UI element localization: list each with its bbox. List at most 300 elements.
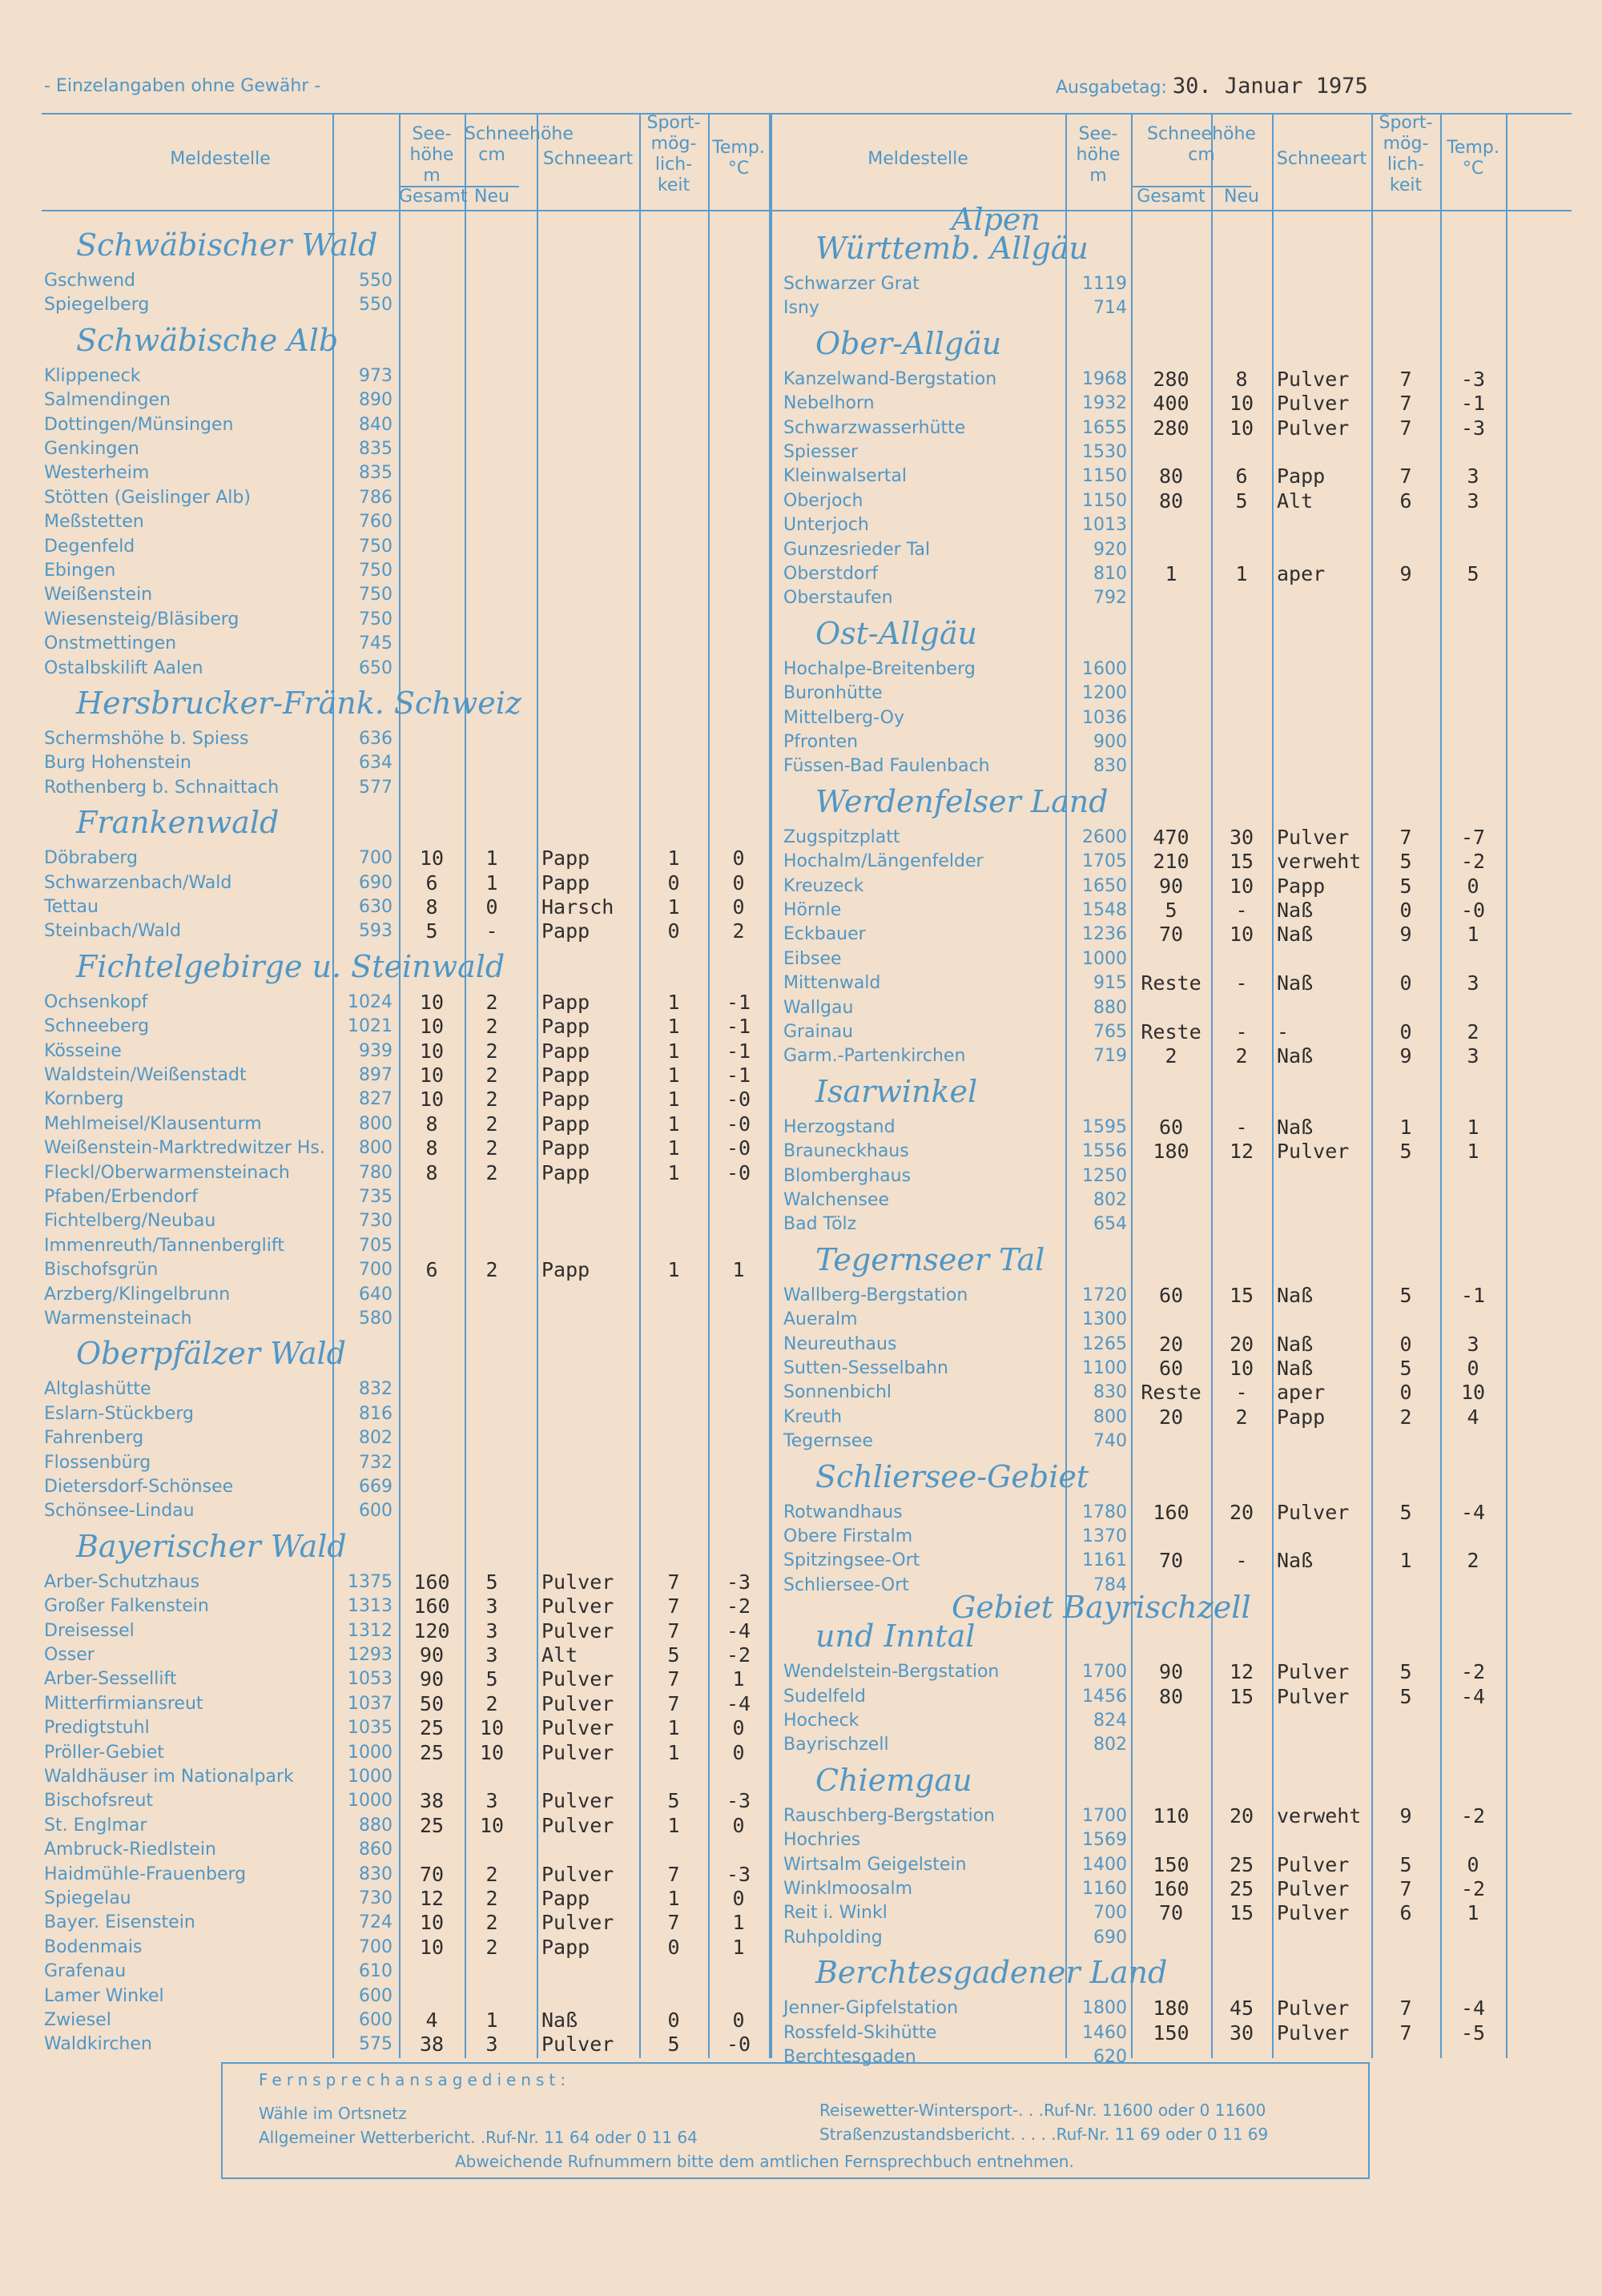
snow-new: - xyxy=(1235,1020,1248,1043)
station-name: Spiegelau xyxy=(44,1888,131,1908)
station-altitude: 973 xyxy=(359,365,392,386)
station-name: Blomberghaus xyxy=(783,1165,912,1186)
table-row xyxy=(42,1570,769,1594)
station-altitude: 784 xyxy=(1093,1574,1127,1595)
table-row xyxy=(771,1381,1506,1405)
snow-type: Naß xyxy=(1277,1549,1314,1573)
snow-type: Papp xyxy=(541,990,590,1014)
station-altitude: 1236 xyxy=(1082,924,1127,945)
station-name: Reit i. Winkl xyxy=(783,1903,888,1924)
snow-total: 25 xyxy=(419,1740,445,1764)
snow-total: 70 xyxy=(419,1862,445,1886)
sport-rating: 0 xyxy=(667,2008,680,2032)
date-label: Ausgabetag: xyxy=(1056,78,1167,98)
table-row xyxy=(42,1088,769,1112)
sport-rating: 5 xyxy=(1399,874,1412,898)
snow-type: verweht xyxy=(1277,850,1362,874)
table-row xyxy=(771,657,1506,682)
snow-new: 15 xyxy=(1229,1901,1254,1925)
station-altitude: 1780 xyxy=(1082,1502,1127,1522)
station-name: Westerheim xyxy=(44,463,150,484)
table-row xyxy=(42,1307,769,1331)
sport-rating: 6 xyxy=(1399,489,1412,513)
table-row xyxy=(771,489,1506,513)
snow-type: Pulver xyxy=(1277,1877,1350,1900)
station-altitude: 816 xyxy=(359,1403,392,1424)
table-row xyxy=(42,751,769,775)
station-name: Winklmoosalm xyxy=(783,1879,913,1899)
snow-total: 160 xyxy=(413,1594,450,1618)
snow-total: 10 xyxy=(419,1911,445,1935)
station-altitude: 700 xyxy=(1093,1903,1127,1924)
snow-total: 70 xyxy=(1158,1549,1184,1573)
temperature: -0 xyxy=(726,2033,751,2057)
sport-rating: 7 xyxy=(1399,367,1412,391)
station-name: Kreuzeck xyxy=(783,875,864,896)
sport-rating: 1 xyxy=(667,1136,680,1160)
snow-new: 1 xyxy=(485,2008,498,2032)
station-name: Meßstetten xyxy=(44,512,144,533)
sport-rating: 9 xyxy=(1399,923,1412,947)
phone-line-roads: Straßenzustandsbericht. . . . .Ruf-Nr. 11 69 oder 0 11 69 xyxy=(819,2125,1269,2144)
station-name: Mittenwald xyxy=(783,973,881,994)
station-name: Rothenberg b. Schnaittach xyxy=(44,777,280,798)
snow-total: 6 xyxy=(425,871,438,895)
table-row xyxy=(42,269,769,293)
station-altitude: 1556 xyxy=(1082,1141,1127,1162)
table-row xyxy=(42,1863,769,1887)
station-name: Bischofsgrün xyxy=(44,1260,159,1281)
station-altitude: 1150 xyxy=(1082,466,1127,487)
sport-rating: 7 xyxy=(1399,464,1412,489)
sport-rating: 7 xyxy=(1399,416,1412,440)
table-row xyxy=(42,293,769,317)
snow-type: Papp xyxy=(541,1935,590,1959)
station-altitude: 835 xyxy=(359,439,392,459)
temperature: 1 xyxy=(1467,1140,1479,1164)
snow-new: 10 xyxy=(1229,392,1254,416)
table-row xyxy=(771,1020,1506,1044)
station-name: Grainau xyxy=(783,1022,854,1042)
snow-new: - xyxy=(485,919,498,943)
station-altitude: 730 xyxy=(359,1888,392,1908)
station-name: Onstmettingen xyxy=(44,633,177,654)
table-row xyxy=(42,1789,769,1813)
temperature: -0 xyxy=(726,1136,751,1160)
issue-date xyxy=(1056,74,1368,99)
snow-total: 160 xyxy=(413,1570,450,1594)
snow-new: 10 xyxy=(1229,1357,1254,1380)
snow-total: 10 xyxy=(419,1088,445,1112)
table-row xyxy=(42,1716,769,1740)
sport-rating: 7 xyxy=(667,1570,680,1594)
temperature: -1 xyxy=(1460,392,1486,416)
section-title-hersbrucker-frank-schweiz: Hersbrucker-Fränk. Schweiz xyxy=(76,686,521,721)
station-altitude: 1250 xyxy=(1082,1165,1127,1186)
sport-rating: 1 xyxy=(1399,1115,1412,1139)
station-name: Arzberg/Klingelbrunn xyxy=(44,1284,231,1305)
station-name: Lamer Winkel xyxy=(44,1985,164,2006)
snow-total: 8 xyxy=(425,895,438,919)
station-altitude: 2600 xyxy=(1082,826,1127,847)
snow-new: 2 xyxy=(485,1691,498,1715)
snow-type: Pulver xyxy=(541,1716,614,1740)
snow-type: Papp xyxy=(541,871,590,895)
snow-total: 20 xyxy=(1158,1332,1184,1356)
station-altitude: 620 xyxy=(1093,2047,1127,2067)
temperature: 3 xyxy=(1467,1332,1479,1356)
station-altitude: 800 xyxy=(1093,1406,1127,1427)
station-altitude: 700 xyxy=(359,1260,392,1281)
snow-new: - xyxy=(1235,899,1248,922)
snow-new: 25 xyxy=(1229,1852,1254,1876)
snow-type: Papp xyxy=(541,1039,590,1063)
temperature: 0 xyxy=(732,2008,745,2032)
station-altitude: 880 xyxy=(359,1815,392,1836)
table-row xyxy=(42,1064,769,1088)
table-top-rule xyxy=(42,113,1572,115)
station-name: Flossenbürg xyxy=(44,1452,151,1473)
station-altitude: 1650 xyxy=(1082,875,1127,896)
station-altitude: 700 xyxy=(359,1936,392,1957)
station-altitude: 1300 xyxy=(1082,1309,1127,1330)
station-name: Bayer. Eisenstein xyxy=(44,1912,195,1933)
sport-rating: 7 xyxy=(667,1691,680,1715)
left-sport-header: Sport- mög- lich- keit xyxy=(646,113,701,195)
table-row xyxy=(771,272,1506,296)
station-altitude: 800 xyxy=(359,1113,392,1134)
table-row xyxy=(771,1877,1506,1901)
section-subtitle-und-inntal: und Inntal xyxy=(815,1618,976,1655)
snow-new: 2 xyxy=(485,1160,498,1184)
station-name: Dreisessel xyxy=(44,1620,135,1641)
station-altitude: 1705 xyxy=(1082,851,1127,872)
temperature: -3 xyxy=(726,1570,751,1594)
snow-new: - xyxy=(1235,1115,1248,1139)
station-name: Degenfeld xyxy=(44,536,135,557)
sport-rating: 5 xyxy=(667,1789,680,1813)
station-name: Neureuthaus xyxy=(783,1333,897,1354)
table-row xyxy=(42,583,769,607)
snow-new: 2 xyxy=(1235,1044,1248,1068)
snow-type: Papp xyxy=(541,1136,590,1160)
station-altitude: 1456 xyxy=(1082,1686,1127,1707)
station-name: Pfronten xyxy=(783,732,859,752)
snow-new: 2 xyxy=(485,1935,498,1959)
station-altitude: 1313 xyxy=(348,1596,392,1617)
temperature: 3 xyxy=(1467,971,1479,995)
station-name: Predigtstuhl xyxy=(44,1718,150,1739)
station-altitude: 580 xyxy=(359,1309,392,1329)
snow-total: 10 xyxy=(419,1935,445,1959)
snow-total: 400 xyxy=(1153,392,1189,416)
snow-total: 10 xyxy=(419,1015,445,1039)
table-row xyxy=(42,461,769,485)
left-temp-header: Temp. °C xyxy=(712,138,765,179)
station-name: St. Englmar xyxy=(44,1815,147,1836)
snow-new: 2 xyxy=(485,1136,498,1160)
section-subtitle-wurttemb-allgau: Württemb. Allgäu xyxy=(815,231,1089,266)
snow-new: 45 xyxy=(1229,1996,1254,2021)
station-name: Sutten-Sesselbahn xyxy=(783,1358,948,1378)
station-altitude: 827 xyxy=(359,1089,392,1110)
snow-new: 12 xyxy=(1229,1140,1254,1164)
station-altitude: 600 xyxy=(359,2010,392,2030)
snow-total: 50 xyxy=(419,1691,445,1715)
section-title-werdenfelser-land: Werdenfelser Land xyxy=(815,783,1109,819)
snow-new: 2 xyxy=(485,1112,498,1136)
station-altitude: 1293 xyxy=(348,1645,392,1665)
snow-new: 10 xyxy=(1229,923,1254,947)
table-row xyxy=(42,559,769,583)
station-altitude: 724 xyxy=(359,1912,392,1933)
snow-total: 6 xyxy=(425,1258,438,1282)
phone-line-weather: Allgemeiner Wetterbericht. .Ruf-Nr. 11 64 oder 0 11 64 xyxy=(259,2128,698,2147)
station-name: Rossfeld-Skihütte xyxy=(783,2022,937,2043)
station-altitude: 897 xyxy=(359,1065,392,1085)
station-altitude: 1161 xyxy=(1082,1550,1127,1571)
station-altitude: 890 xyxy=(359,390,392,411)
temperature: -4 xyxy=(1460,1684,1486,1708)
station-altitude: 593 xyxy=(359,921,392,942)
station-altitude: 915 xyxy=(1093,973,1127,994)
station-altitude: 1548 xyxy=(1082,900,1127,920)
section-title-fichtelgebirge-u-steinwald: Fichtelgebirge u. Steinwald xyxy=(76,948,505,984)
station-name: Bad Tölz xyxy=(783,1214,857,1235)
table-row xyxy=(42,1283,769,1307)
station-name: Sudelfeld xyxy=(783,1686,866,1707)
table-row xyxy=(771,1044,1506,1068)
station-altitude: 750 xyxy=(359,609,392,629)
station-name: Rauschberg-Bergstation xyxy=(783,1805,995,1826)
snow-type: Pulver xyxy=(541,1594,614,1618)
temperature: 0 xyxy=(732,895,745,919)
snow-total: 90 xyxy=(1158,874,1184,898)
sport-rating: 5 xyxy=(667,2033,680,2057)
right-snow-new-header: Neu xyxy=(1224,187,1259,207)
station-name: Fichtelberg/Neubau xyxy=(44,1211,216,1232)
snow-new: 2 xyxy=(485,1064,498,1087)
section-title-ober-allgau: Ober-Allgäu xyxy=(815,325,1002,361)
station-altitude: 1569 xyxy=(1082,1830,1127,1851)
station-name: Warmensteinach xyxy=(44,1309,192,1329)
snow-type: Papp xyxy=(1277,1405,1326,1429)
snow-new: 2 xyxy=(485,1039,498,1063)
table-row xyxy=(42,1765,769,1789)
snow-type: Papp xyxy=(541,846,590,871)
snow-type: Pulver xyxy=(1277,1996,1350,2021)
station-name: Ruhpolding xyxy=(783,1927,883,1948)
table-row xyxy=(42,1185,769,1209)
table-row xyxy=(771,1308,1506,1332)
snow-type: - xyxy=(1277,1020,1290,1043)
temperature: 10 xyxy=(1460,1381,1486,1405)
snow-new: 20 xyxy=(1229,1803,1254,1828)
sport-rating: 5 xyxy=(1399,1852,1412,1876)
station-altitude: 786 xyxy=(359,487,392,508)
snow-new: 30 xyxy=(1229,825,1254,849)
station-altitude: 1035 xyxy=(348,1718,392,1739)
table-row xyxy=(771,440,1506,464)
table-row xyxy=(42,871,769,895)
station-altitude: 1968 xyxy=(1082,368,1127,389)
table-row xyxy=(771,1828,1506,1852)
station-name: Schermshöhe b. Spiess xyxy=(44,729,249,749)
station-altitude: 835 xyxy=(359,463,392,484)
snow-total: 80 xyxy=(1158,464,1184,489)
station-altitude: 1400 xyxy=(1082,1854,1127,1875)
temperature: 0 xyxy=(732,1887,745,1910)
snow-new: 25 xyxy=(1229,1877,1254,1900)
table-row xyxy=(771,1333,1506,1357)
station-altitude: 1150 xyxy=(1082,490,1127,511)
temperature: -4 xyxy=(726,1618,751,1643)
snow-total: 90 xyxy=(419,1643,445,1667)
right-station-header: Meldestelle xyxy=(867,149,968,169)
station-altitude: 1119 xyxy=(1082,274,1127,294)
temperature: 0 xyxy=(732,1813,745,1837)
snow-total: 8 xyxy=(425,1160,438,1184)
table-row xyxy=(42,632,769,656)
snow-type: Papp xyxy=(541,1887,590,1910)
snow-type: Naß xyxy=(1277,1283,1314,1307)
table-row xyxy=(42,1039,769,1064)
station-name: Eslarn-Stückberg xyxy=(44,1403,194,1424)
sport-rating: 0 xyxy=(1399,899,1412,922)
table-row xyxy=(771,730,1506,754)
snow-new: - xyxy=(1235,971,1248,995)
snow-new: 10 xyxy=(1229,416,1254,440)
station-name: Bayrischzell xyxy=(783,1735,889,1755)
station-altitude: 802 xyxy=(359,1428,392,1449)
snow-type: Pulver xyxy=(1277,1684,1350,1708)
snow-type: Naß xyxy=(1277,1044,1314,1068)
temperature: 2 xyxy=(732,919,745,943)
station-name: Buronhütte xyxy=(783,683,883,704)
table-row xyxy=(771,1804,1506,1828)
sport-rating: 9 xyxy=(1399,1044,1412,1068)
temperature: -2 xyxy=(726,1594,751,1618)
snow-total: 150 xyxy=(1153,2021,1189,2045)
station-name: Hocheck xyxy=(783,1711,859,1731)
sport-rating: 1 xyxy=(667,1160,680,1184)
snow-new: 2 xyxy=(485,990,498,1014)
station-name: Zugspitzplatt xyxy=(783,826,900,847)
station-name: Isny xyxy=(783,298,819,319)
table-row xyxy=(771,1525,1506,1549)
station-name: Osser xyxy=(44,1645,95,1665)
sport-rating: 2 xyxy=(1399,1405,1412,1429)
table-row xyxy=(42,1594,769,1618)
station-altitude: 650 xyxy=(359,657,392,678)
snow-total: 280 xyxy=(1153,416,1189,440)
snow-total: 1 xyxy=(1165,562,1177,585)
table-row xyxy=(771,1685,1506,1709)
station-name: Großer Falkenstein xyxy=(44,1596,209,1617)
station-altitude: 705 xyxy=(359,1235,392,1256)
temperature: 3 xyxy=(1467,1044,1479,1068)
station-altitude: 1932 xyxy=(1082,393,1127,414)
table-row xyxy=(771,392,1506,416)
snow-new: 6 xyxy=(1235,464,1248,489)
station-name: Waldstein/Weißenstadt xyxy=(44,1065,247,1085)
temperature: 0 xyxy=(732,846,745,871)
disclaimer: - Einzelangaben ohne Gewähr - xyxy=(44,76,321,96)
station-altitude: 1265 xyxy=(1082,1333,1127,1354)
table-row xyxy=(771,586,1506,610)
station-altitude: 792 xyxy=(1093,588,1127,609)
table-row xyxy=(771,1501,1506,1525)
temperature: -4 xyxy=(1460,1996,1486,2021)
snow-type: Naß xyxy=(1277,1115,1314,1139)
station-altitude: 830 xyxy=(1093,1382,1127,1403)
station-altitude: 802 xyxy=(1093,1735,1127,1755)
table-header-rule xyxy=(42,210,1572,211)
temperature: 1 xyxy=(732,1667,745,1691)
table-row xyxy=(42,1451,769,1475)
temperature: 1 xyxy=(732,1258,745,1282)
table-row xyxy=(771,513,1506,537)
table-row xyxy=(42,657,769,681)
table-row xyxy=(771,464,1506,489)
table-row xyxy=(42,1234,769,1258)
snow-new: 10 xyxy=(479,1740,505,1764)
station-altitude: 714 xyxy=(1093,298,1127,319)
station-name: Berchtesgaden xyxy=(783,2047,916,2067)
section-title-schwabische-alb: Schwäbische Alb xyxy=(76,322,339,358)
station-name: Sonnenbichl xyxy=(783,1382,892,1403)
snow-type: Alt xyxy=(1277,489,1314,513)
table-row xyxy=(771,1733,1506,1757)
station-name: Pröller-Gebiet xyxy=(44,1742,164,1763)
station-name: Hochalpe-Breitenberg xyxy=(783,658,976,679)
station-altitude: 1700 xyxy=(1082,1662,1127,1683)
station-altitude: 1000 xyxy=(348,1791,392,1811)
table-row xyxy=(771,1405,1506,1429)
temperature: -1 xyxy=(726,1015,751,1039)
snow-total: 80 xyxy=(1158,1684,1184,1708)
station-name: Kreuth xyxy=(783,1406,843,1427)
snow-new: 1 xyxy=(485,846,498,871)
table-row xyxy=(771,996,1506,1020)
table-row xyxy=(771,416,1506,440)
station-name: Zwiesel xyxy=(44,2010,111,2030)
station-name: Klippeneck xyxy=(44,365,141,386)
temperature: -2 xyxy=(1460,1660,1486,1684)
station-name: Bischofsreut xyxy=(44,1791,154,1811)
sport-rating: 7 xyxy=(1399,2021,1412,2045)
snow-type: Pulver xyxy=(1277,392,1350,416)
table-row xyxy=(771,1357,1506,1381)
snow-type: Pulver xyxy=(541,1618,614,1643)
snow-total: 38 xyxy=(419,1789,445,1813)
temperature: -7 xyxy=(1460,825,1486,849)
table-row xyxy=(42,388,769,412)
station-name: Garm.-Partenkirchen xyxy=(783,1046,966,1067)
snow-total: 25 xyxy=(419,1813,445,1837)
snow-total: 180 xyxy=(1153,1996,1189,2021)
snow-new: 1 xyxy=(485,871,498,895)
sport-rating: 5 xyxy=(1399,1283,1412,1307)
table-row xyxy=(771,1212,1506,1236)
table-row xyxy=(42,1402,769,1426)
station-altitude: 690 xyxy=(1093,1927,1127,1948)
snow-type: aper xyxy=(1277,1381,1326,1405)
station-altitude: 1312 xyxy=(348,1620,392,1641)
station-name: Walchensee xyxy=(783,1190,889,1210)
left-snow-total-header: Gesamt xyxy=(399,187,468,207)
snow-type: Papp xyxy=(541,1064,590,1087)
